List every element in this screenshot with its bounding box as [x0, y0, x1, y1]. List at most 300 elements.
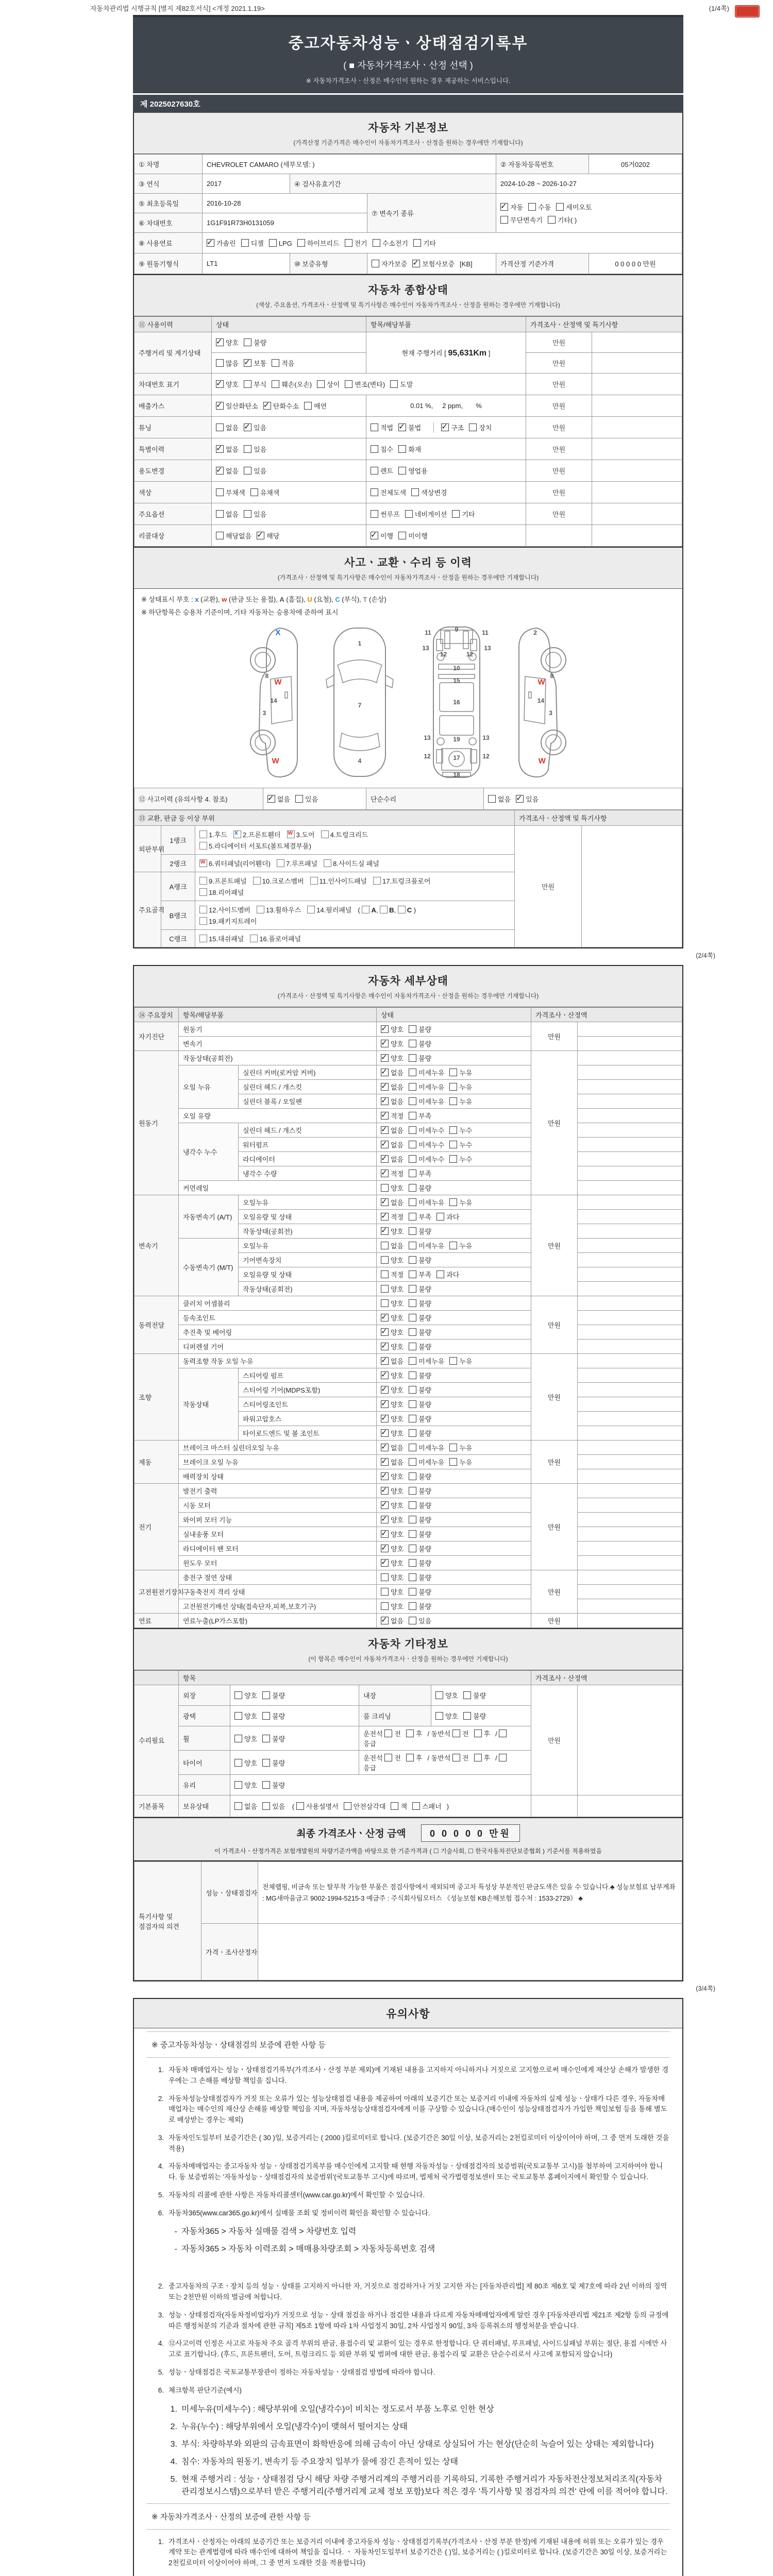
- part-mark-box[interactable]: w: [199, 859, 207, 867]
- checkbox[interactable]: [345, 239, 352, 247]
- checkbox[interactable]: [409, 1530, 416, 1538]
- vin-state-options[interactable]: ✓ 양호 부식 훼손(오손) 상이 변조(변타) 도말: [212, 374, 526, 395]
- detail-state-options[interactable]: 양호 불량: [377, 1599, 531, 1614]
- checkbox[interactable]: [409, 1444, 416, 1451]
- detail-state-options[interactable]: ✓ 양호 불량: [377, 1469, 531, 1484]
- detail-state-options[interactable]: ✓ 없음 미세누수 누수: [377, 1123, 531, 1138]
- part-mark-box[interactable]: [324, 859, 331, 867]
- checkbox[interactable]: [381, 1270, 389, 1278]
- checkbox[interactable]: [216, 338, 224, 346]
- checkbox[interactable]: [381, 1112, 389, 1120]
- part-mark-box[interactable]: [199, 906, 207, 913]
- part-mark-box[interactable]: [277, 859, 284, 867]
- checkbox[interactable]: [406, 1754, 414, 1761]
- detail-state-options[interactable]: ✓ 양호 불량: [377, 1484, 531, 1498]
- checkbox[interactable]: [411, 488, 419, 496]
- fuel-options[interactable]: ✓ 가솔린 디젤 LPG 하이브리드 전기 수소전기 기타: [203, 233, 682, 253]
- glass-options[interactable]: 양호 불량: [230, 1775, 531, 1795]
- detail-state-options[interactable]: ✓ 없음 미세누유 누유: [377, 1195, 531, 1210]
- simple-repair-options[interactable]: 없음 ✓ 있음: [484, 788, 682, 810]
- checkbox[interactable]: [381, 1328, 389, 1336]
- checkbox[interactable]: [381, 1602, 389, 1610]
- warranty-options[interactable]: 자가보증 ✓ 보험사보증 [KB]: [367, 253, 496, 274]
- checkbox[interactable]: [409, 1429, 416, 1437]
- legend-note: ※ 하단항목은 승용차 기준이며, 기타 자동차는 승용차에 준하여 표시: [141, 608, 339, 616]
- checkbox[interactable]: [409, 1025, 416, 1033]
- checkbox[interactable]: [234, 1802, 242, 1810]
- exterior-options[interactable]: 양호 불량: [230, 1685, 359, 1706]
- checkbox[interactable]: [381, 1429, 389, 1437]
- checkbox[interactable]: [381, 1400, 389, 1408]
- checkbox[interactable]: [345, 380, 352, 388]
- checkbox[interactable]: [409, 1299, 416, 1307]
- detail-state-options[interactable]: ✓ 없음 미세누유 누유: [377, 1080, 531, 1094]
- notice-item: 1. 가격조사ㆍ산정자는 아래의 보증기간 또는 보증거리 이내에 중고자동차 성능ㆍ상태점검기록부(가격조사ㆍ산정 부분 한정)에 기재된 내용에 허위 또는 오류가 있는 경우 계약 또는 관계법령에 따라 매수인에 대하여 책임을 집니다. ㆍ 자동차인도일부터 보증기간은 ( )일, 보증거리는 ( )킬로미터로 합니다. (보증기간은 30일 이상, 보증거리는 2천킬로미터 이상이어야 하며, 그 중 먼저 도래한 것을 적용합니다): [158, 2537, 667, 2567]
- detail-state-options[interactable]: 양호 불량: [377, 1570, 531, 1585]
- checkbox[interactable]: [381, 1545, 389, 1552]
- checkbox[interactable]: [441, 423, 449, 431]
- checkbox[interactable]: [381, 1054, 389, 1062]
- polish-options[interactable]: 양호 불량: [230, 1706, 359, 1726]
- checkbox[interactable]: [381, 1025, 389, 1033]
- page-mark-2: (2/4쪽): [696, 952, 715, 959]
- checkbox[interactable]: [216, 510, 224, 518]
- transmission-options[interactable]: ✓자동 수동 세미오토 무단변속기 기타( ): [496, 194, 682, 233]
- detail-state-options[interactable]: ✓ 양호 불량: [377, 1527, 531, 1541]
- part-mark-box[interactable]: [321, 831, 329, 838]
- checkbox[interactable]: [409, 1040, 416, 1047]
- checkbox[interactable]: [207, 239, 214, 247]
- accident-title: 사고ㆍ교환ㆍ수리 등 이력: [344, 557, 472, 569]
- part-mark-box[interactable]: [257, 906, 264, 913]
- checkbox[interactable]: [372, 260, 379, 267]
- detail-state-options[interactable]: ✓ 없음 미세누유 누유: [377, 1455, 531, 1469]
- detail-state-options[interactable]: ✓ 양호 불량: [377, 1541, 531, 1556]
- checkbox[interactable]: [216, 423, 224, 431]
- checkbox[interactable]: [304, 402, 312, 410]
- checkbox[interactable]: [262, 1712, 270, 1720]
- checkbox[interactable]: [267, 795, 275, 803]
- checkbox[interactable]: [381, 1588, 389, 1596]
- checkbox[interactable]: [409, 1501, 416, 1509]
- tire-detail-options[interactable]: 운전석 전 후 / 동반석 전 후 / 응급: [359, 1751, 531, 1775]
- checkbox[interactable]: [234, 1712, 242, 1720]
- detail-state-options[interactable]: ✓ 양호 불량: [377, 1325, 531, 1340]
- checkbox[interactable]: [371, 532, 378, 539]
- checkbox[interactable]: [409, 1097, 416, 1105]
- checkbox[interactable]: [398, 445, 406, 453]
- checkbox[interactable]: [452, 1730, 460, 1737]
- checkbox[interactable]: [449, 1097, 457, 1105]
- part-mark-box[interactable]: [199, 831, 207, 838]
- tuning-detail-options[interactable]: 적법 ✓ 불법 ✓ 구조 장치: [366, 417, 526, 438]
- checkbox[interactable]: [500, 216, 508, 224]
- checkbox[interactable]: [262, 1759, 270, 1767]
- checkbox[interactable]: [409, 1069, 416, 1076]
- checkbox[interactable]: [371, 445, 378, 453]
- detail-state-options[interactable]: ✓ 없음 미세누유 누유: [377, 1354, 531, 1368]
- checkbox[interactable]: [499, 1754, 507, 1761]
- checkbox[interactable]: [452, 510, 460, 518]
- checkbox[interactable]: [412, 1802, 420, 1810]
- checkbox[interactable]: [269, 239, 277, 247]
- checkbox[interactable]: [406, 1730, 414, 1737]
- value-reg-no: 05거0202: [589, 155, 682, 174]
- detail-state-options[interactable]: 양호 불량: [377, 1282, 531, 1296]
- option-options[interactable]: 없음 있음: [212, 503, 366, 525]
- checkbox[interactable]: [296, 1802, 304, 1810]
- checkbox[interactable]: [463, 1691, 471, 1699]
- checkbox[interactable]: [250, 488, 258, 496]
- checkbox[interactable]: [449, 1126, 457, 1134]
- part-mark-box[interactable]: [199, 888, 207, 896]
- label-vin: ⑥ 차대번호: [135, 213, 203, 233]
- checkbox[interactable]: [449, 1444, 457, 1451]
- checkbox[interactable]: [381, 1184, 389, 1192]
- checkbox[interactable]: [381, 1573, 389, 1581]
- checkbox[interactable]: [381, 1141, 389, 1148]
- part-mark-box[interactable]: [199, 935, 207, 942]
- detail-item: 배력장치 상태: [179, 1469, 377, 1484]
- checkbox[interactable]: [435, 1712, 443, 1720]
- checkbox[interactable]: [474, 1730, 482, 1737]
- checkbox[interactable]: [381, 1069, 389, 1076]
- checkbox[interactable]: [244, 380, 251, 388]
- checkbox[interactable]: [371, 510, 378, 518]
- checkbox[interactable]: [371, 488, 378, 496]
- checkbox[interactable]: [409, 1141, 416, 1148]
- checkbox[interactable]: [449, 1141, 457, 1148]
- checkbox[interactable]: [499, 1730, 507, 1737]
- checkbox[interactable]: [413, 239, 421, 247]
- detail-item: 추진축 및 베어링: [179, 1325, 377, 1340]
- detail-state-options[interactable]: ✓ 양호 불량: [377, 1368, 531, 1383]
- checkbox[interactable]: [409, 1256, 416, 1264]
- checkbox[interactable]: [381, 1198, 389, 1206]
- checkbox[interactable]: [381, 1242, 389, 1249]
- checkbox[interactable]: [244, 359, 251, 367]
- notice-item: 6. 체크항목 판단기준(예시): [158, 2386, 242, 2394]
- checkbox[interactable]: [409, 1487, 416, 1495]
- checkbox[interactable]: [488, 795, 496, 803]
- checkbox[interactable]: [244, 445, 251, 453]
- checkbox[interactable]: [381, 1458, 389, 1466]
- checkbox[interactable]: [409, 1112, 416, 1120]
- checkbox[interactable]: [409, 1371, 416, 1379]
- mileage-state-options[interactable]: ✓양호 불량: [212, 332, 366, 353]
- part-mark-box[interactable]: [373, 877, 381, 885]
- checkbox[interactable]: [409, 1516, 416, 1523]
- corner-badge-icon[interactable]: [735, 5, 760, 18]
- checkbox[interactable]: [244, 510, 251, 518]
- detail-state-options[interactable]: ✓ 적정 부족: [377, 1166, 531, 1181]
- wheel-detail-options[interactable]: 운전석 전 후 / 동반석 전 후 / 응급: [359, 1726, 531, 1751]
- checkbox[interactable]: [449, 1198, 457, 1206]
- checkbox[interactable]: [262, 1691, 270, 1699]
- checkbox[interactable]: [409, 1545, 416, 1552]
- checkbox[interactable]: [409, 1573, 416, 1581]
- recall-options[interactable]: 해당없음 ✓ 해당: [212, 525, 366, 547]
- detail-state-options[interactable]: 양호 불량: [377, 1296, 531, 1311]
- detail-state-options[interactable]: ✓ 적정 부족 과다: [377, 1210, 531, 1224]
- checkbox[interactable]: [371, 423, 378, 431]
- detail-state-options[interactable]: ✓ 양호 불량: [377, 1340, 531, 1354]
- checkbox[interactable]: [409, 1213, 416, 1221]
- checkbox[interactable]: [409, 1227, 416, 1235]
- part-mark-box[interactable]: [199, 842, 207, 850]
- checkbox[interactable]: [409, 1588, 416, 1596]
- checkbox[interactable]: [409, 1328, 416, 1336]
- checkbox[interactable]: [381, 1343, 389, 1350]
- part-mark-box[interactable]: [199, 877, 207, 885]
- detail-state-options[interactable]: ✓ 양호 불량: [377, 1311, 531, 1325]
- checkbox[interactable]: [516, 795, 524, 803]
- car-diagram-underbody[interactable]: [418, 625, 495, 779]
- checkbox[interactable]: [381, 1501, 389, 1509]
- checkbox[interactable]: [409, 1270, 416, 1278]
- checkbox[interactable]: [409, 1386, 416, 1394]
- detail-state-options[interactable]: 적정 부족 과다: [377, 1267, 531, 1282]
- checkbox[interactable]: [469, 423, 477, 431]
- checkbox[interactable]: [381, 1559, 389, 1567]
- checkbox[interactable]: [216, 402, 224, 410]
- checkbox[interactable]: [409, 1170, 416, 1177]
- checkbox[interactable]: [452, 1754, 460, 1761]
- checkbox[interactable]: [272, 359, 279, 367]
- checkbox[interactable]: [436, 1213, 444, 1221]
- checkbox[interactable]: [381, 1227, 389, 1235]
- detail-state-options[interactable]: 양호 불량: [377, 1181, 531, 1195]
- checkbox[interactable]: [381, 1516, 389, 1523]
- checkbox[interactable]: [234, 1735, 242, 1742]
- checkbox[interactable]: [244, 338, 251, 346]
- detail-state-options[interactable]: ✓ 없음 미세누유 누유: [377, 1094, 531, 1109]
- part-mark-box[interactable]: x: [233, 831, 241, 838]
- detail-state-options[interactable]: ✓ 양호 불량: [377, 1383, 531, 1397]
- checkbox[interactable]: [391, 1802, 398, 1810]
- detail-state-options[interactable]: ✓ 없음 미세누수 누수: [377, 1138, 531, 1152]
- checkbox[interactable]: [381, 1299, 389, 1307]
- checkbox[interactable]: [295, 795, 303, 803]
- wheel-options[interactable]: 양호 불량: [230, 1726, 359, 1751]
- checkbox[interactable]: [528, 203, 536, 211]
- car-diagram-top[interactable]: [321, 625, 398, 779]
- checkbox[interactable]: [381, 1472, 389, 1480]
- checkbox[interactable]: [381, 1371, 389, 1379]
- checkbox[interactable]: [381, 1213, 389, 1221]
- detail-state-options[interactable]: ✓ 양호 불량: [377, 1224, 531, 1239]
- checkbox[interactable]: [412, 260, 420, 267]
- checkbox[interactable]: [409, 1184, 416, 1192]
- detail-state-options[interactable]: ✓ 없음 미세누유 누유: [377, 1065, 531, 1080]
- detail-state-options[interactable]: 양호 불량: [377, 1253, 531, 1267]
- checkbox[interactable]: [409, 1400, 416, 1408]
- interior-options[interactable]: 양호 불량: [431, 1685, 531, 1706]
- option-detail-options[interactable]: 썬루프 네비게이션 기타: [366, 503, 526, 525]
- checkbox[interactable]: [449, 1357, 457, 1365]
- checkbox[interactable]: [409, 1602, 416, 1610]
- checkbox[interactable]: [381, 1097, 389, 1105]
- checkbox[interactable]: [409, 1198, 416, 1206]
- checkbox[interactable]: [381, 1314, 389, 1321]
- part-mark-box[interactable]: [199, 917, 207, 925]
- checkbox[interactable]: [409, 1054, 416, 1062]
- checkbox[interactable]: [381, 1285, 389, 1293]
- part-mark-box[interactable]: [310, 877, 318, 885]
- checkbox[interactable]: [381, 1083, 389, 1091]
- checkbox[interactable]: [449, 1458, 457, 1466]
- checkbox[interactable]: [449, 1242, 457, 1249]
- roomcleaning-options[interactable]: 양호 불량: [431, 1706, 531, 1726]
- special-detail-options[interactable]: 침수 화재: [366, 438, 526, 460]
- detail-state-options[interactable]: ✓ 양호 불량: [377, 1513, 531, 1527]
- checkbox[interactable]: [409, 1472, 416, 1480]
- basic-items-options[interactable]: 없음 있음 ( 사용설명서 안전삼각대 잭 스패너 ): [230, 1795, 531, 1817]
- car-diagram-left-side[interactable]: [240, 625, 301, 779]
- checkbox[interactable]: [409, 1083, 416, 1091]
- tire-options[interactable]: 양호 불량: [230, 1751, 359, 1775]
- checkbox[interactable]: [381, 1170, 389, 1177]
- checkbox[interactable]: [381, 1386, 389, 1394]
- detail-item: 클러치 어셈블리: [179, 1296, 377, 1311]
- checkbox[interactable]: [398, 467, 406, 474]
- checkbox[interactable]: [262, 1781, 270, 1789]
- detail-price: 만원: [531, 1440, 578, 1484]
- checkbox[interactable]: [409, 1314, 416, 1321]
- detail-state-options[interactable]: ✓ 없음 있음: [377, 1614, 531, 1628]
- checkbox[interactable]: [344, 1802, 351, 1810]
- checkbox[interactable]: [234, 1781, 242, 1789]
- checkbox[interactable]: [409, 1617, 416, 1624]
- detail-state-options[interactable]: ✓ 양호 불량: [377, 1426, 531, 1440]
- checkbox[interactable]: [381, 1126, 389, 1134]
- misc-group-repair: 수리필요: [135, 1685, 179, 1795]
- checkbox[interactable]: [548, 216, 556, 224]
- part-mark-box[interactable]: w: [287, 831, 295, 838]
- checkbox[interactable]: [262, 1802, 270, 1810]
- detail-item: 브레이크 마스터 실린더오일 누유: [179, 1440, 377, 1455]
- part-mark-box[interactable]: [250, 935, 258, 942]
- checkbox[interactable]: [409, 1343, 416, 1350]
- detail-state-options[interactable]: ✓ 없음 미세누수 누수: [377, 1152, 531, 1166]
- checkbox[interactable]: [449, 1069, 457, 1076]
- checkbox[interactable]: [449, 1083, 457, 1091]
- detail-state-options[interactable]: ✓ 양호 불량: [377, 1412, 531, 1426]
- checkbox[interactable]: [373, 239, 380, 247]
- checkbox[interactable]: [381, 1357, 389, 1365]
- accident-history-options[interactable]: ✓ 없음 있음: [263, 788, 366, 810]
- checkbox[interactable]: [244, 467, 251, 474]
- checkbox[interactable]: [241, 239, 249, 247]
- checkbox[interactable]: [381, 1155, 389, 1163]
- emission-options[interactable]: ✓ 일산화탄소 ✓ 탄화수소 매연: [212, 395, 366, 417]
- checkbox[interactable]: [381, 1256, 389, 1264]
- checkbox[interactable]: [384, 1754, 392, 1761]
- checkbox[interactable]: [463, 1712, 471, 1720]
- checkbox[interactable]: [409, 1242, 416, 1249]
- checkbox[interactable]: [474, 1754, 482, 1761]
- detail-state-options[interactable]: ✓ 적정 부족: [377, 1109, 531, 1123]
- checkbox[interactable]: [381, 1415, 389, 1422]
- usage-options[interactable]: ✓ 없음 있음: [212, 460, 366, 482]
- checkbox[interactable]: [409, 1285, 416, 1293]
- checkbox[interactable]: [234, 1691, 242, 1699]
- car-diagram-right-side[interactable]: [515, 625, 577, 779]
- detail-item: 등속조인트: [179, 1311, 377, 1325]
- checkbox[interactable]: [371, 467, 378, 474]
- detail-price: 만원: [531, 1484, 578, 1570]
- checkbox[interactable]: [449, 1155, 457, 1163]
- detail-state-options[interactable]: ✓ 양호 불량: [377, 1051, 531, 1065]
- color-options[interactable]: 무채색 유채색: [212, 482, 366, 503]
- recall-detail-options[interactable]: ✓ 이행 미이행: [366, 525, 526, 547]
- detail-item: 커먼레일: [179, 1181, 377, 1195]
- checkbox[interactable]: [435, 1691, 443, 1699]
- checkbox[interactable]: [216, 467, 224, 474]
- checkbox[interactable]: [216, 380, 224, 388]
- checkbox[interactable]: [381, 1040, 389, 1047]
- detail-state-options[interactable]: ✓ 양호 불량: [377, 1022, 531, 1037]
- checkbox[interactable]: [216, 359, 224, 367]
- checkbox[interactable]: [234, 1759, 242, 1767]
- detail-state-options[interactable]: ✓ 없음 미세누유 누유: [377, 1440, 531, 1455]
- checkbox[interactable]: [272, 380, 279, 388]
- detail-state-options[interactable]: 없음 미세누유 누유: [377, 1239, 531, 1253]
- checkbox[interactable]: [257, 532, 264, 539]
- checkbox[interactable]: [390, 380, 398, 388]
- detail-state-options[interactable]: ✓ 양호 불량: [377, 1498, 531, 1513]
- checkbox[interactable]: [263, 402, 271, 410]
- special-options[interactable]: ✓ 없음 있음: [212, 438, 366, 460]
- tuning-options[interactable]: 없음 ✓ 있음: [212, 417, 366, 438]
- checkbox[interactable]: [500, 203, 508, 211]
- part-mark-box[interactable]: [307, 906, 315, 913]
- checkbox[interactable]: [244, 423, 251, 431]
- checkbox[interactable]: [297, 239, 305, 247]
- checkbox[interactable]: [436, 1270, 444, 1278]
- checkbox[interactable]: [381, 1487, 389, 1495]
- checkbox[interactable]: [381, 1617, 389, 1624]
- checkbox[interactable]: [216, 445, 224, 453]
- detail-state-options[interactable]: ✓ 양호 불량: [377, 1397, 531, 1412]
- checkbox[interactable]: [409, 1357, 416, 1365]
- detail-state-options[interactable]: ✓ 양호 불량: [377, 1037, 531, 1051]
- section-opinion: [133, 1861, 683, 1981]
- mileage-amount-options[interactable]: 많음 ✓ 보통 적음: [212, 353, 366, 374]
- checkbox[interactable]: [398, 532, 406, 539]
- checkbox[interactable]: [216, 532, 224, 539]
- checkbox[interactable]: [216, 488, 224, 496]
- checkbox[interactable]: [409, 1415, 416, 1422]
- checkbox[interactable]: [381, 1444, 389, 1451]
- checkbox[interactable]: [409, 1126, 416, 1134]
- checkbox[interactable]: [381, 1530, 389, 1538]
- detail-state-options[interactable]: ✓ 양호 불량: [377, 1556, 531, 1570]
- color-detail-options[interactable]: 전체도색 색상변경: [366, 482, 526, 503]
- detail-state-options[interactable]: 양호 불량: [377, 1585, 531, 1599]
- checkbox[interactable]: [262, 1735, 270, 1742]
- checkbox[interactable]: [405, 510, 413, 518]
- checkbox[interactable]: [384, 1730, 392, 1737]
- usage-detail-options[interactable]: 렌트 영업용: [366, 460, 526, 482]
- checkbox[interactable]: [409, 1559, 416, 1567]
- checkbox[interactable]: [409, 1155, 416, 1163]
- checkbox[interactable]: [398, 423, 406, 431]
- part-mark-box[interactable]: [253, 877, 261, 885]
- checkbox[interactable]: [556, 203, 564, 211]
- checkbox[interactable]: [409, 1458, 416, 1466]
- checkbox[interactable]: [317, 380, 325, 388]
